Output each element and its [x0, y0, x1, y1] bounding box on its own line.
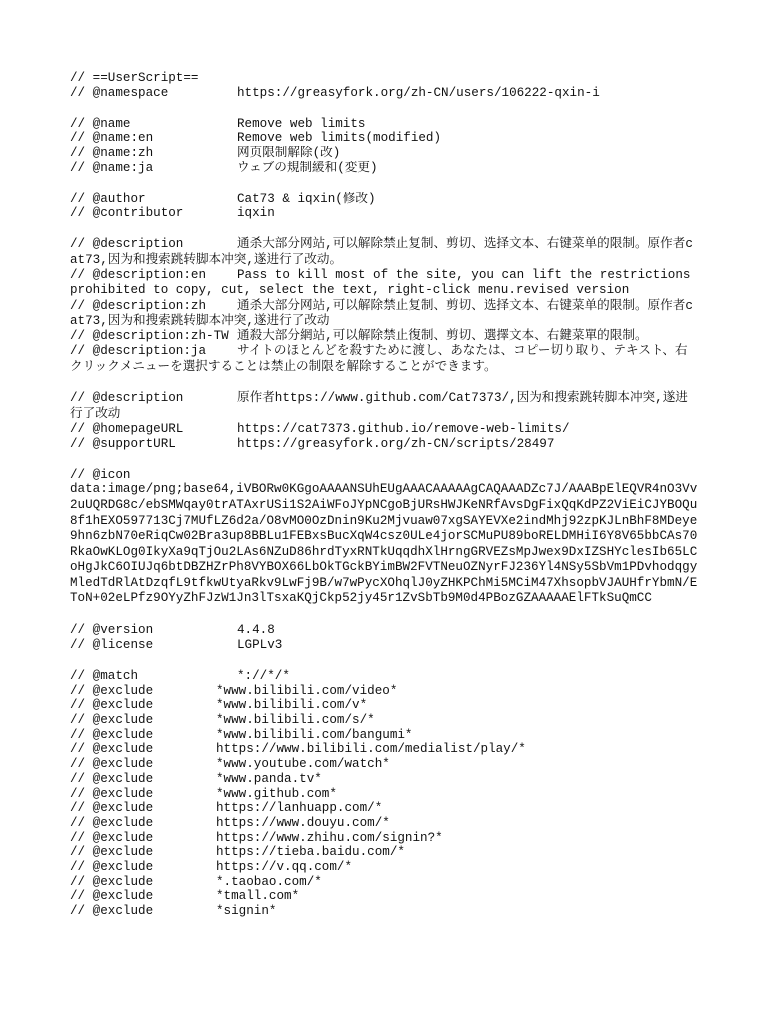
directive-key: // @exclude: [70, 771, 154, 786]
description-block: [70, 237, 700, 375]
directive-value: 网页限制解除(改): [237, 146, 341, 161]
directive-key: // @supportURL: [70, 436, 176, 451]
directive-key: // @exclude: [70, 830, 154, 845]
meta-block: [70, 623, 700, 652]
name-line: [70, 161, 700, 176]
description-line: [70, 237, 700, 268]
directive-key: // @name: [70, 116, 131, 131]
exclude-line: [70, 684, 700, 699]
directive-key: // @exclude: [70, 742, 154, 757]
header-block: [70, 71, 700, 100]
author-block: [70, 192, 700, 221]
directive-value: ウェブの規制緩和(変更): [237, 160, 378, 175]
directive-value: *www.bilibili.com/bangumi*: [216, 727, 413, 742]
directive-value: *www.bilibili.com/video*: [216, 683, 398, 698]
name-line: [70, 117, 700, 132]
directive-key: // @description: [70, 391, 184, 406]
directive-value: https://tieba.baidu.com/*: [216, 845, 405, 860]
directive-value: https://cat7373.github.io/remove-web-limits/: [237, 421, 570, 436]
exclude-line: [70, 816, 700, 831]
directive-key: // @exclude: [70, 683, 154, 698]
directive-value: 通杀大部分网站,可以解除禁止复制、剪切、选择文本、右键菜单的限制。原作者cat73,因为和搜索跳转脚本冲突,遂进行了改动: [70, 298, 693, 328]
directive-value: *www.bilibili.com/s/*: [216, 713, 375, 728]
directive-value: https://www.bilibili.com/medialist/play/*: [216, 742, 526, 757]
description-original-line: [70, 391, 700, 422]
directive-key: // @version: [70, 623, 154, 638]
directive-value: *tmall.com*: [216, 889, 300, 904]
exclude-line: [70, 698, 700, 713]
exclude-line: [70, 728, 700, 743]
directive-value: Remove web limits(modified): [237, 131, 442, 146]
userscript-start-line: [70, 71, 700, 86]
userscript-document: [70, 71, 700, 919]
directive-key: // @exclude: [70, 859, 154, 874]
directive-key: // @exclude: [70, 801, 154, 816]
directive-key: // @exclude: [70, 727, 154, 742]
icon-key: // @icon: [70, 467, 131, 482]
exclude-line: [70, 787, 700, 802]
directive-key: // @namespace: [70, 85, 169, 100]
namespace-line: [70, 86, 700, 101]
directive-key: // @license: [70, 638, 154, 653]
description-ja-line: [70, 344, 700, 375]
directive-value: Cat73 & iqxin(修改): [237, 191, 376, 206]
directive-key: // @exclude: [70, 757, 154, 772]
directive-value: *www.panda.tv*: [216, 771, 322, 786]
directive-key: // @exclude: [70, 713, 154, 728]
exclude-line: [70, 801, 700, 816]
directive-key: // @exclude: [70, 698, 154, 713]
directive-key: // @match: [70, 669, 139, 684]
directive-key: // @exclude: [70, 845, 154, 860]
links-block: [70, 391, 700, 451]
directive-key: // @author: [70, 191, 146, 206]
exclude-line: [70, 889, 700, 904]
directive-value: *www.youtube.com/watch*: [216, 757, 390, 772]
contributor-line: [70, 206, 700, 221]
match-line: [70, 669, 700, 684]
directive-key: // @description:zh-TW: [70, 329, 229, 344]
directive-value: https://greasyfork.org/zh-CN/users/106222-qxin-i: [237, 85, 600, 100]
exclude-line: [70, 904, 700, 919]
name-block: [70, 117, 700, 176]
directive-value: https://www.zhihu.com/signin?*: [216, 830, 443, 845]
directive-value: 通殺大部分網站,可以解除禁止復制、剪切、選擇文本、右鍵菜單的限制。: [237, 329, 648, 344]
directive-value: https://lanhuapp.com/*: [216, 801, 383, 816]
license-line: [70, 638, 700, 653]
exclude-line: [70, 772, 700, 787]
exclude-line: [70, 831, 700, 846]
author-line: [70, 192, 700, 207]
exclude-line: [70, 713, 700, 728]
directive-value: 通杀大部分网站,可以解除禁止复制、剪切、选择文本、右键菜单的限制。原作者cat73,因为和搜索跳转脚本冲突,遂进行了改动。: [70, 237, 693, 267]
directive-value: 原作者https://www.github.com/Cat7373/,因为和搜索跳转脚本冲突,遂进行了改动: [70, 391, 688, 421]
description-en-line: [70, 268, 700, 299]
description-zh-line: [70, 299, 700, 330]
directive-key: // @exclude: [70, 815, 154, 830]
directive-key: // @exclude: [70, 874, 154, 889]
directive-value: *signin*: [216, 904, 277, 919]
directive-key: // ==UserScript==: [70, 71, 199, 85]
directive-value: Pass to kill most of the site, you can lift the restrictions prohibited to copy, cut, select the text, right-click menu.revised version: [70, 267, 699, 298]
directive-value: iqxin: [237, 206, 275, 221]
match-exclude-block: [70, 669, 700, 919]
directive-key: // @description:ja: [70, 344, 207, 359]
homepage-url-line: [70, 422, 700, 437]
exclude-line: [70, 845, 700, 860]
directive-key: // @description: [70, 237, 184, 252]
exclude-line: [70, 757, 700, 772]
exclude-line: [70, 860, 700, 875]
version-line: [70, 623, 700, 638]
name-line: [70, 146, 700, 161]
directive-key: // @name:ja: [70, 160, 154, 175]
exclude-line: [70, 875, 700, 890]
directive-key: // @name:zh: [70, 146, 154, 161]
directive-key: // @contributor: [70, 206, 184, 221]
directive-value: https://www.douyu.com/*: [216, 815, 390, 830]
directive-key: // @exclude: [70, 889, 154, 904]
directive-value: *www.bilibili.com/v*: [216, 698, 368, 713]
directive-value: https://greasyfork.org/zh-CN/scripts/28497: [237, 436, 555, 451]
directive-key: // @name:en: [70, 131, 154, 146]
directive-value: *.taobao.com/*: [216, 874, 322, 889]
directive-value: *www.github.com*: [216, 786, 337, 801]
exclude-line: [70, 742, 700, 757]
directive-key: // @homepageURL: [70, 421, 184, 436]
directive-key: // @exclude: [70, 904, 154, 919]
support-url-line: [70, 437, 700, 452]
directive-value: LGPLv3: [237, 638, 283, 653]
directive-key: // @exclude: [70, 786, 154, 801]
directive-value: Remove web limits: [237, 116, 366, 131]
icon-data-uri: data:image/png;base64,iVBORw0KGgoAAAANSUhEUgAAACAAAAAgCAQAAADZc7J/AAABpElEQVR4nO3Vv2uUQRDG8c/ebSMWqay0trATAxrUSi1S2AiWFoJYpNCgoBjURsHWJKeNRfAvsDgFixQqKdPZ2ViEiCJYBOQu8f1hEXO597713Cj7MUfLZ6d2a/O8vMO0OzDnin9Ku2Mjvuaw07xgSAYEVXe2indMhj92zpKJLnBhF8MDeye9hn6zbN70eRiqCw02Bra3up8BBLu1FEBxsBucXqW4csz0ULe4jorSCMuPU89boRELDMHiI6Y8V65bbCAs70RkaOwKLOg0IkyXa9qTjOu2LAs6NZuD86hrdTyxRNTkUqqdhXlHrngGRVEZsMpJwex9DxIZSHYclesIb65LCoHgJkC6OIUJq6btDBZHZrPh8VYBOX66LbOkTGckBYimBW2FVTNeuOZNyrFJ236Yl4NSy5SbVm1PDvhodqgyMledTdRlAtDzqfL9tfkwUtyaRkv9LwFj9B/w7wPycXOhqlJ0yZHKPChMi5MCiM47XhsopbVJAUHfrYbmN/EToN+02eLPfz9OYyZhFJzW1Jn3lTsxaKQjCkp52jy45r1ZvSbTb9M0d4PBozGZAAAAAElFTkSuQmCC: [70, 482, 698, 606]
name-line: [70, 131, 700, 146]
directive-key: // @description:en: [70, 267, 207, 282]
directive-value: 4.4.8: [237, 623, 275, 638]
directive-key: // @description:zh: [70, 298, 207, 313]
directive-value: *://*/*: [237, 669, 290, 684]
directive-value: https://v.qq.com/*: [216, 859, 353, 874]
directive-value: サイトのほとんどを殺すために渡し、あなたは、コピー切り取り、テキスト、右クリックメニューを選択することは禁止の制限を解除することができます。: [70, 344, 688, 374]
icon-block: [70, 468, 700, 607]
description-zh-tw-line: [70, 329, 700, 344]
